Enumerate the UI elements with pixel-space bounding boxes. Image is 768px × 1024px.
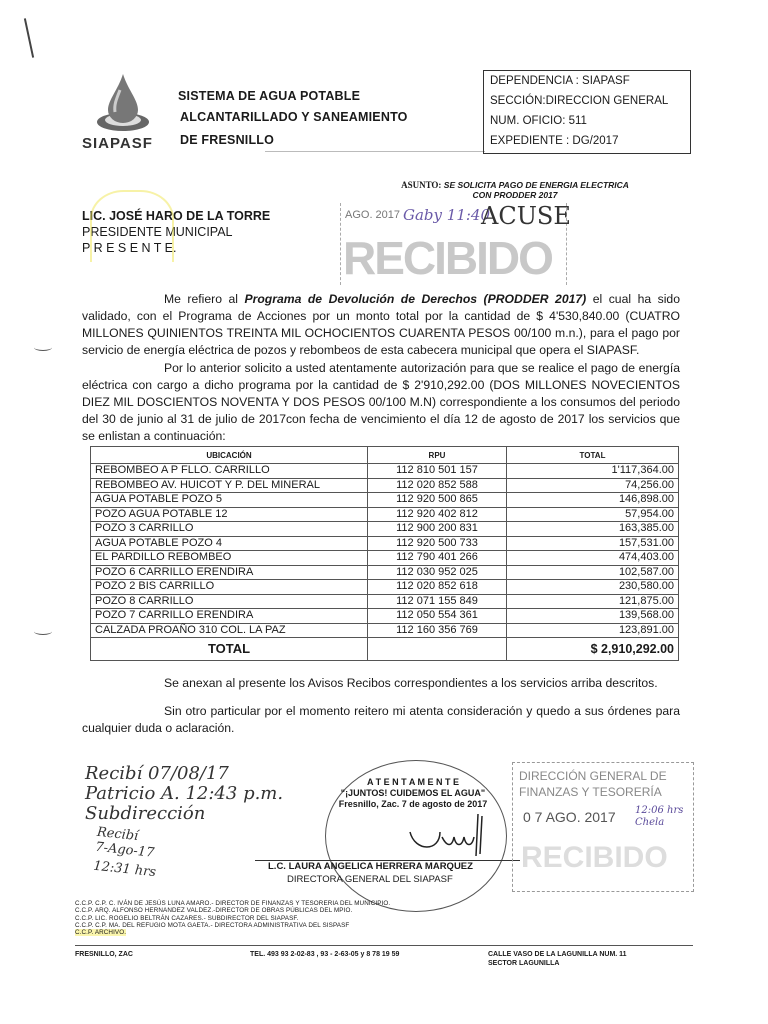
table-row <box>91 594 679 609</box>
stamp-text: RECIBIDO <box>343 232 552 284</box>
cell-rpu: 112 071 155 849 <box>368 594 507 609</box>
cell-total: 474,403.00 <box>507 551 679 566</box>
table-row <box>91 464 679 479</box>
cell-total: 230,580.00 <box>507 580 679 595</box>
hand-line5: 7-Ago-17 <box>94 839 155 861</box>
dependencia: DEPENDENCIA : SIAPASF <box>490 75 630 87</box>
finanzas-handwritten: 12:06 hrs Chela <box>635 805 684 828</box>
finanzas-line1: DIRECCIÓN GENERAL DE <box>519 769 667 783</box>
num-oficio: NUM. OFICIO: 511 <box>490 115 587 127</box>
cell-total: 123,891.00 <box>507 623 679 638</box>
recibido-stamp <box>340 202 571 285</box>
cell-total: 102,587.00 <box>507 565 679 580</box>
cell-ubicacion: POZO AGUA POTABLE 12 <box>91 507 368 522</box>
margin-mark <box>34 628 52 635</box>
closing-block <box>318 777 508 810</box>
addressee-title: PRESIDENTE MUNICIPAL <box>82 225 233 239</box>
highlight-mark <box>90 190 174 262</box>
hand-line3: Subdirección <box>85 803 206 824</box>
water-drop-icon <box>82 72 164 134</box>
siapasf-logo <box>82 72 164 152</box>
acuse-handwritten: ACUSE <box>481 202 571 230</box>
table-row <box>91 478 679 493</box>
cell-rpu: 112 920 500 733 <box>368 536 507 551</box>
cell-total: 139,568.00 <box>507 609 679 624</box>
table-row <box>91 580 679 595</box>
signer-name: L.C. LAURA ANGELICA HERRERA MARQUEZ <box>268 861 473 872</box>
expediente: EXPEDIENTE : DG/2017 <box>490 135 619 147</box>
atentamente: A T E N T A M E N T E <box>367 777 459 787</box>
cell-rpu: 112 920 402 812 <box>368 507 507 522</box>
finanzas-line2: FINANZAS Y TESORERÍA <box>519 785 662 799</box>
asunto <box>375 180 655 200</box>
paragraph-2: Por lo anterior solicito a usted atentamente autorización para que se realice el pago de energía eléctrica con cargo a dicho programa por la cantidad de $ 2'910,292.00 (DOS MILLONES NOVECIENTOS DIEZ MIL DOSCIENTOS NOVENTA Y DOS PESOS 00/100 M.N) correspondiente a los consumos del periodo del 30 de junio al 31 de julio de 2017con fecha de vencimiento el día 12 de agosto de 2017 los servicios que se enlistan a continuación: <box>82 361 680 443</box>
footer-rule <box>75 945 693 946</box>
table-row <box>91 507 679 522</box>
cell-ubicacion: POZO 3 CARRILLO <box>91 522 368 537</box>
header-rule <box>265 151 485 152</box>
cell-ubicacion: CALZADA PROAÑO 310 COL. LA PAZ <box>91 623 368 638</box>
col-rpu: RPU <box>368 447 507 464</box>
hand-line4: Recibí <box>96 824 139 845</box>
ccp-item: C.C.P. ARQ. ALFONSO HERNANDEZ VALDEZ.-DIRECTOR DE OBRAS PÚBLICAS DEL MPIO. <box>75 907 353 915</box>
finanzas-date: 0 7 AGO. 2017 <box>523 809 616 825</box>
place-date: Fresnillo, Zac. 7 de agosto de 2017 <box>338 799 488 809</box>
ccp-item: C.C.P. C.P. C. IVÁN DE JESÚS LUNA AMARO.- DIRECTOR DE FINANZAS Y TESORERIA DEL MUNICIPIO. <box>75 900 391 907</box>
table-row <box>91 609 679 624</box>
cell-ubicacion: AGUA POTABLE POZO 5 <box>91 493 368 508</box>
signature <box>400 812 490 858</box>
p1-program-name: Programa de Devolución de Derechos (PRODDER 2017) <box>244 292 587 306</box>
total-label: TOTAL <box>91 638 368 661</box>
paragraph-3: Se anexan al presente los Avisos Recibos correspondientes a los servicios arriba descritos. <box>164 676 658 690</box>
cell-rpu: 112 030 952 025 <box>368 565 507 580</box>
org-name-line1: SISTEMA DE AGUA POTABLE <box>178 89 361 103</box>
ccp-item: C.C.P. C.P. MA. DEL REFUGIO MOTA GAETA.- DIRECTORA ADMINISTRATIVA DEL SISPASF <box>75 921 350 929</box>
footer-address-line1: CALLE VASO DE LA LAGUNILLA NUM. 11 <box>488 951 627 958</box>
col-total: TOTAL <box>507 447 679 464</box>
paragraph-4: Sin otro particular por el momento reitero mi atenta consideración y quedo a sus órdenes para cualquier duda o aclaración. <box>82 704 680 735</box>
cell-total: 1'117,364.00 <box>507 464 679 479</box>
reference-box <box>483 70 691 154</box>
footer-address <box>488 950 627 968</box>
motto: "¡JUNTOS! CUIDEMOS EL AGUA" <box>340 788 486 798</box>
cell-ubicacion: POZO 6 CARRILLO ERENDIRA <box>91 565 368 580</box>
table-row <box>91 536 679 551</box>
cell-total: 157,531.00 <box>507 536 679 551</box>
table-row <box>91 493 679 508</box>
footer-phone: TEL. 493 93 2-02-83 , 93 - 2-63-05 y 8 78 19 59 <box>250 951 400 958</box>
finanzas-recibido: RECIBIDO <box>521 841 668 874</box>
finanzas-stamp <box>512 762 694 892</box>
cell-ubicacion: POZO 8 CARRILLO <box>91 594 368 609</box>
cell-total: 163,385.00 <box>507 522 679 537</box>
handwritten-receipt <box>85 764 283 824</box>
org-name-line3: DE FRESNILLO <box>180 133 275 147</box>
total-empty <box>368 638 507 661</box>
handwritten-receipt-2 <box>93 825 161 880</box>
cell-total: 74,256.00 <box>507 478 679 493</box>
cell-rpu: 112 050 554 361 <box>368 609 507 624</box>
cell-rpu: 112 160 356 769 <box>368 623 507 638</box>
margin-mark <box>34 344 52 351</box>
total-value: $ 2,910,292.00 <box>507 638 679 661</box>
asunto-label: ASUNTO: <box>401 180 442 190</box>
cell-ubicacion: AGUA POTABLE POZO 4 <box>91 536 368 551</box>
addressee-presente: P R E S E N T E. <box>82 241 177 255</box>
col-ubicacion: UBICACIÓN <box>91 447 368 464</box>
hand-line6: 12:31 hrs <box>92 858 157 881</box>
asunto-line2: CON PRODDER 2017 <box>472 190 558 200</box>
cell-ubicacion: EL PARDILLO REBOMBEO <box>91 551 368 566</box>
table-row <box>91 551 679 566</box>
cell-ubicacion: POZO 2 BIS CARRILLO <box>91 580 368 595</box>
cell-total: 146,898.00 <box>507 493 679 508</box>
asunto-line1: SE SOLICITA PAGO DE ENERGIA ELECTRICA <box>443 180 629 190</box>
logo-text: SIAPASF <box>82 135 153 152</box>
cell-rpu: 112 020 852 618 <box>368 580 507 595</box>
cell-total: 121,875.00 <box>507 594 679 609</box>
seccion: SECCIÓN:DIRECCION GENERAL <box>490 95 669 107</box>
table-row <box>91 565 679 580</box>
hand-line1: Recibí 07/08/17 <box>85 763 229 784</box>
pen-mark <box>24 18 34 58</box>
letter-body <box>82 291 680 737</box>
cell-ubicacion: REBOMBEO AV. HUICOT Y P. DEL MINERAL <box>91 478 368 493</box>
footer-address-line2: SECTOR LAGUNILLA <box>488 960 560 967</box>
stamp-handwritten: Gaby 11:40 <box>403 206 490 224</box>
cell-rpu: 112 920 500 865 <box>368 493 507 508</box>
footer-city: FRESNILLO, ZAC <box>75 951 133 958</box>
cell-total: 57,954.00 <box>507 507 679 522</box>
cell-ubicacion: REBOMBEO A P FLLO. CARRILLO <box>91 464 368 479</box>
cell-rpu: 112 810 501 157 <box>368 464 507 479</box>
signer-title: DIRECTORA GENERAL DEL SIAPASF <box>287 874 453 885</box>
stamp-date: AGO. 2017 <box>345 209 401 221</box>
p1-text-start: Me refiero al <box>164 292 245 306</box>
cell-rpu: 112 790 401 266 <box>368 551 507 566</box>
paragraph-1 <box>82 291 680 359</box>
org-name-line2: ALCANTARILLADO Y SANEAMIENTO <box>180 110 408 124</box>
ccp-item: C.C.P. LIC. ROGELIO BELTRÁN CAZARES.- SUBDIRECTOR DEL SIAPASF. <box>75 914 299 922</box>
cell-rpu: 112 020 852 588 <box>368 478 507 493</box>
table-row <box>91 623 679 638</box>
p1-text-end: el cual ha sido validado, con el Programa de Acciones por un monto total por la cantidad de $ 4'530,840.00 (CUATRO MILLONES QUINIENTOS TREINTA MIL OCHOCIENTOS CUARENTA PESOS 00/100 m.n.), para el pago por servicio de energía eléctrica de pozos y rebombeos de esta cabecera municipal que opera el SIAPASF. <box>82 292 680 357</box>
cell-rpu: 112 900 200 831 <box>368 522 507 537</box>
cell-ubicacion: POZO 7 CARRILLO ERENDIRA <box>91 609 368 624</box>
ccp-list <box>75 900 390 936</box>
hand-line2: Patricio A. 12:43 p.m. <box>85 783 284 804</box>
ccp-item: C.C.P. ARCHIVO. <box>75 929 127 937</box>
table-row <box>91 522 679 537</box>
services-table <box>90 446 679 661</box>
addressee-name: LIC. JOSÉ HARO DE LA TORRE <box>82 209 271 223</box>
